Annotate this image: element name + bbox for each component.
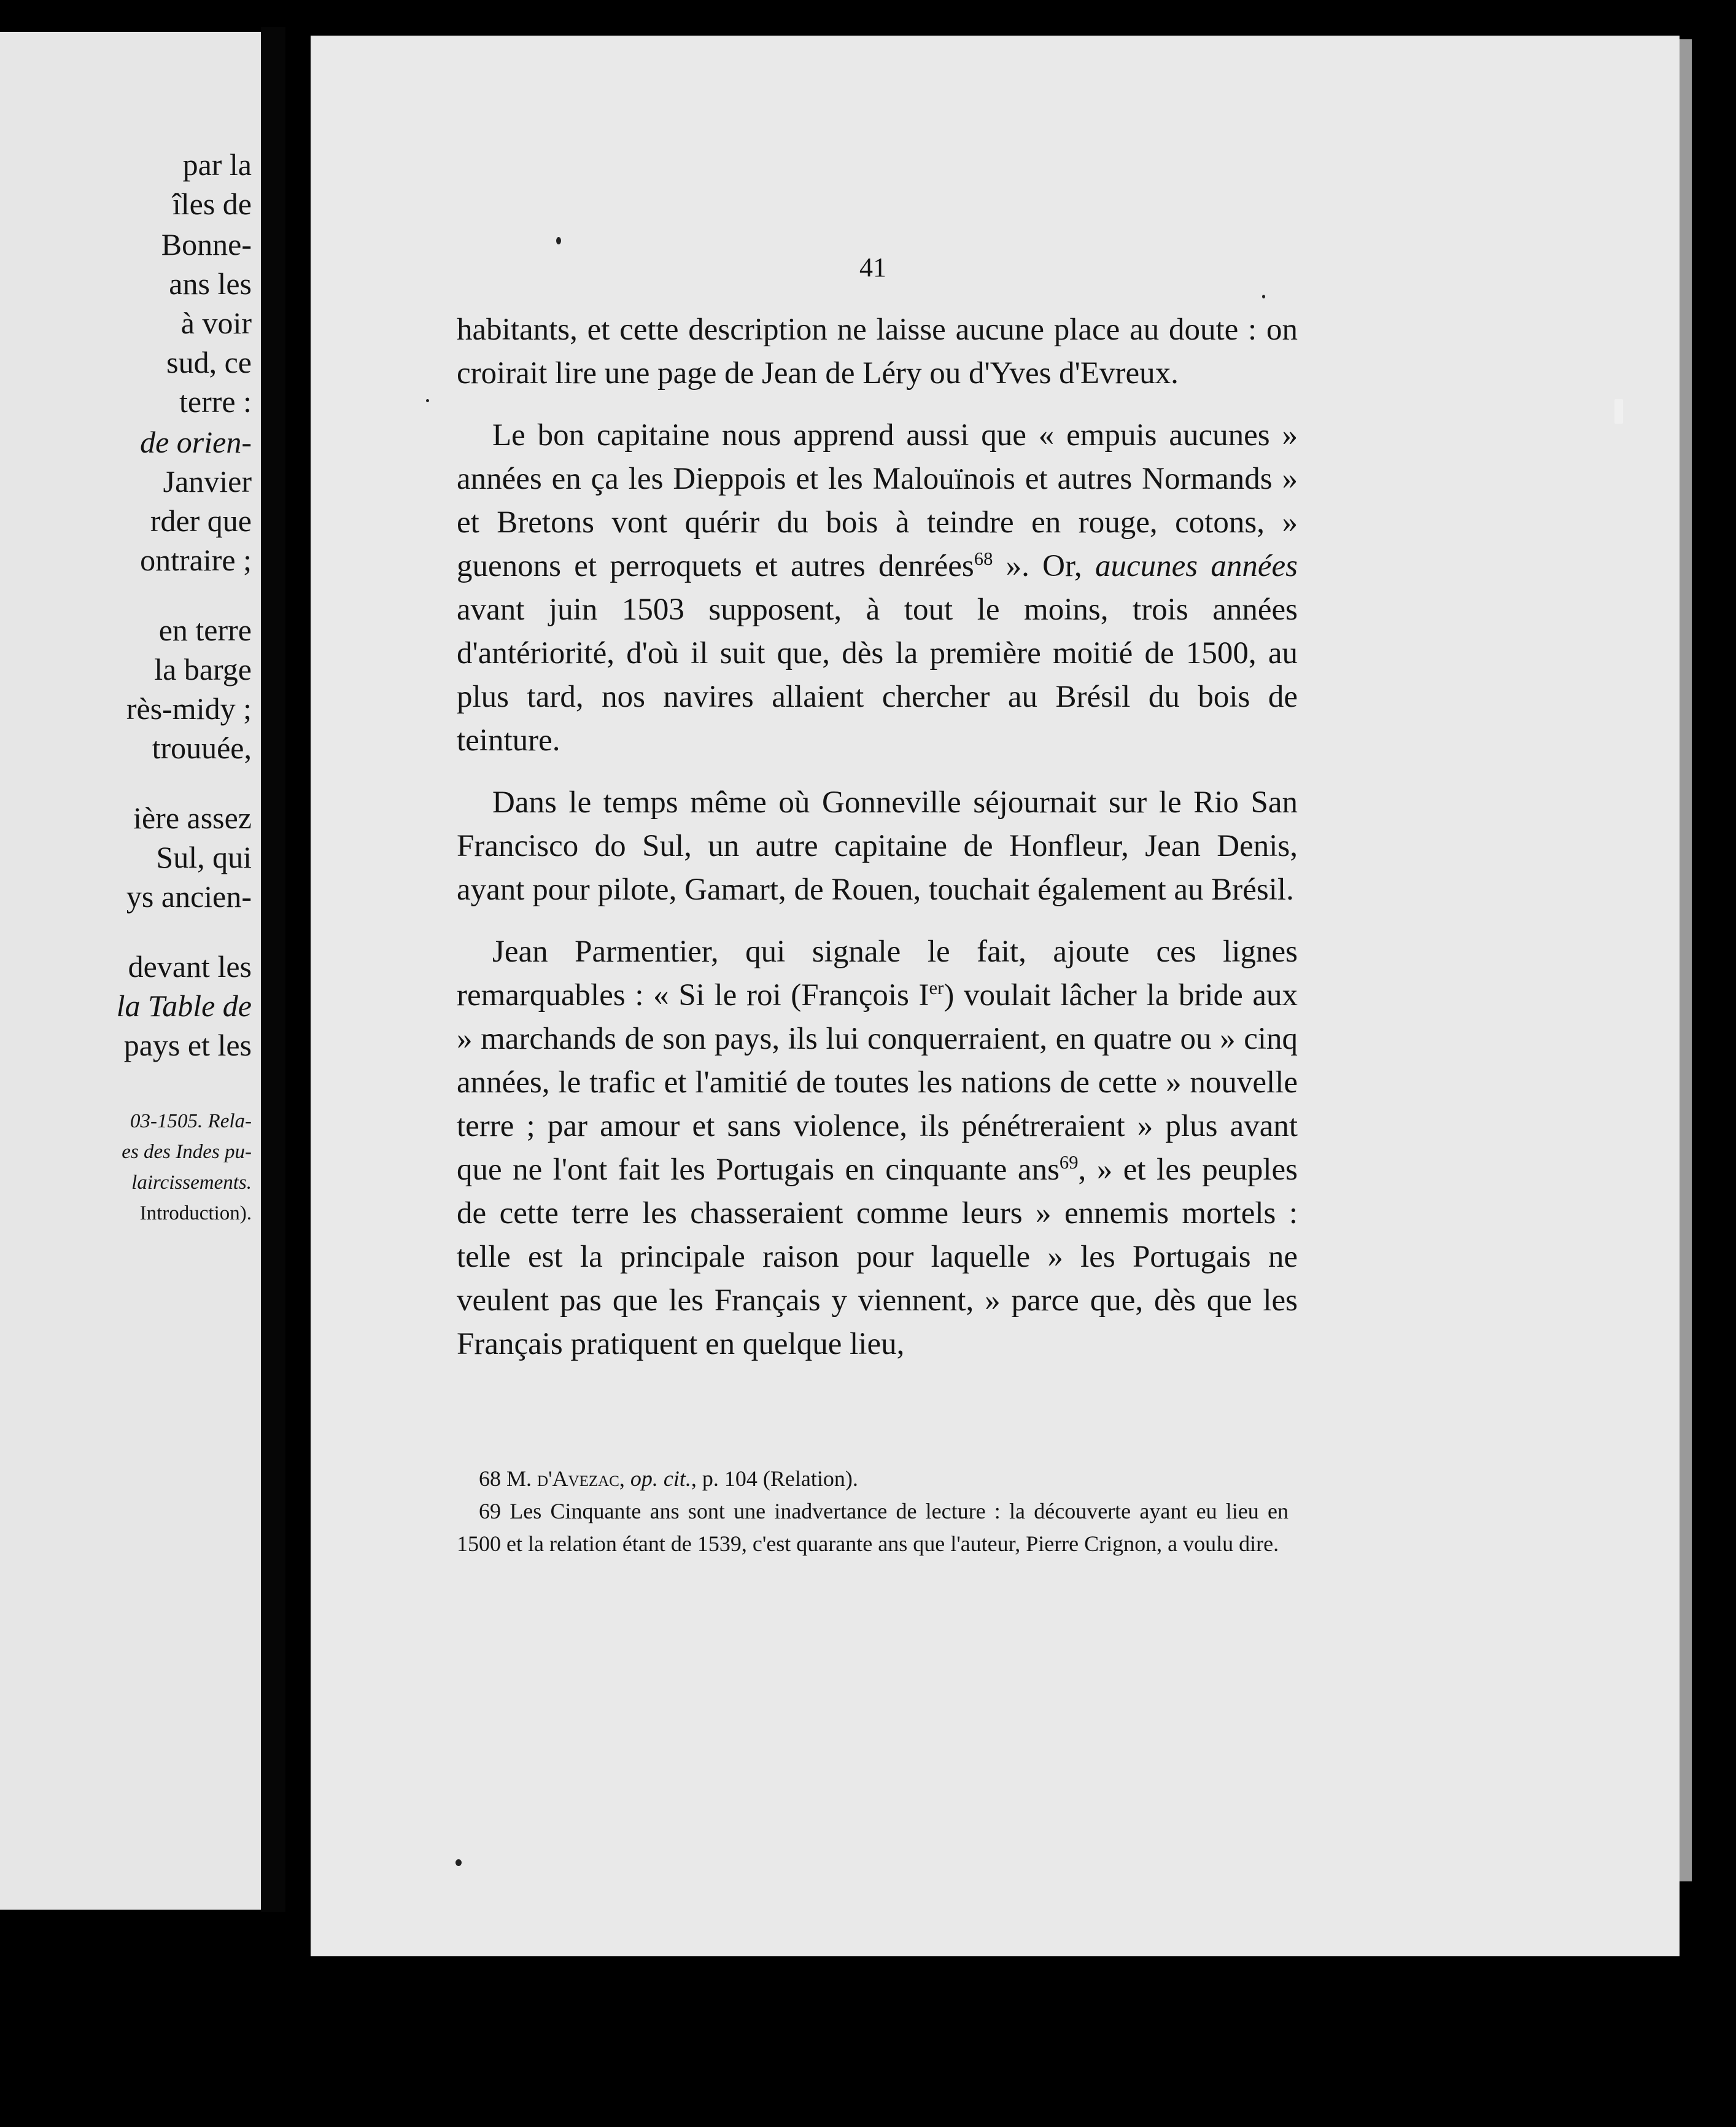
left-page-line: Janvier	[163, 464, 252, 499]
dust-speck	[455, 1859, 462, 1866]
body-paragraph	[457, 930, 1298, 1366]
left-page-line: à voir	[180, 306, 252, 340]
footnote-marker: 69	[1059, 1152, 1079, 1173]
text-run: ». Or,	[993, 549, 1095, 583]
page-number: 41	[859, 252, 886, 282]
text-run: ) voulait lâcher la bride aux » marchands de son pays, ils lui conquerraient, en quatre ou » cinq années, le trafic et l'amitié de toutes les nations de cette » nouvelle terre ; par amour et sans violence, ils pénétreraient » plus avant que ne l'ont fait les Portugais en cinquante ans	[457, 978, 1298, 1187]
body-paragraph	[457, 308, 1298, 395]
footnote-marker: er	[929, 978, 944, 998]
left-page-footnote-line: Introduction).	[139, 1202, 252, 1224]
left-page-line: sud, ce	[166, 345, 252, 379]
left-page-line: ys ancien-	[126, 879, 252, 914]
left-page-line: ans les	[169, 266, 252, 301]
dust-speck	[426, 399, 429, 402]
text-run: avant juin 1503 supposent, à tout le moins, trois années d'antériorité, d'où il suit que, dès la première moitié de 1500, au plus tard, nos navires allaient chercher au Brésil du bois de teinture.	[457, 593, 1298, 758]
left-page-footnote-line: laircissements.	[131, 1172, 252, 1194]
text-run: 68 M.	[479, 1466, 538, 1491]
body-paragraph	[457, 781, 1298, 912]
left-page-line: la Table de	[116, 989, 252, 1023]
left-page-line: Bonne-	[161, 227, 252, 262]
left-page-line: terre :	[179, 384, 252, 419]
footnote-marker: 68	[974, 548, 993, 569]
footnote	[457, 1495, 1288, 1560]
footnote	[457, 1463, 1288, 1495]
left-page-line: ière assez	[133, 801, 252, 835]
left-page-line: Sul, qui	[156, 840, 252, 874]
left-page-line: rder que	[150, 504, 252, 538]
left-page-line: rès-midy ;	[126, 691, 252, 726]
body-text	[457, 308, 1298, 1385]
page-edge	[1680, 39, 1692, 1881]
left-page-line: pays et les	[123, 1028, 252, 1062]
body-paragraph	[457, 414, 1298, 763]
book-gutter	[261, 27, 285, 1912]
text-run: habitants, et cette description ne laisse aucune place au doute : on croirait lire une page de Jean de Léry ou d'Yves d'Evreux.	[457, 313, 1298, 391]
left-page-line: îles de	[172, 187, 252, 221]
left-page-line: devant les	[128, 949, 252, 984]
left-page-footnote-line: es des Indes pu-	[122, 1141, 252, 1163]
footnotes	[457, 1463, 1288, 1560]
left-page-line: de orien-	[140, 425, 252, 459]
dust-speck	[1262, 295, 1265, 298]
text-run: , » et les peuples de cette terre les chasseraient comme leurs » ennemis mortels : telle est la principale raison pour laquelle » les Portugais ne veulent pas que les Français y viennent, » parce que, dès que les Français pratiquent en quelque lieu,	[457, 1153, 1298, 1361]
text-run: Le bon capitaine nous apprend aussi que « empuis aucunes » années en ça les Dieppois et les Malouïnois et autres Normands » et Bretons vont quérir du bois à teindre en rouge, cotons, » guenons et perroquets et autres denrées	[457, 418, 1298, 583]
left-page-footnote-line: 03-1505. Rela-	[130, 1110, 252, 1132]
dust-speck	[1614, 399, 1623, 424]
text-run: 69 Les Cinquante ans sont une inadvertance de lecture : la découverte ayant eu lieu en 1500 et la relation étant de 1539, c'est quarante ans que l'auteur, Pierre Crignon, a voulu dire.	[457, 1499, 1288, 1556]
dust-speck	[556, 237, 561, 244]
text-run: Dans le temps même où Gonneville séjournait sur le Rio San Francisco do Sul, un autre capitaine de Honfleur, Jean Denis, ayant pour pilote, Gamart, de Rouen, touchait également au Brésil.	[457, 785, 1298, 907]
text-run: Jean Parmentier, qui signale le fait, ajoute ces lignes remarquables : « Si le roi (François I	[457, 935, 1298, 1013]
text-run: , p. 104 (Relation).	[691, 1466, 858, 1491]
left-page-line: en terre	[158, 613, 252, 647]
left-page-line: ontraire ;	[140, 543, 252, 577]
text-run: aucunes années	[1095, 549, 1298, 583]
left-page-line: la barge	[154, 652, 252, 686]
text-run: op. cit.	[630, 1466, 691, 1491]
text-run: ,	[619, 1466, 630, 1491]
left-page-line: par la	[182, 147, 252, 182]
left-page-line: trouuée,	[152, 731, 252, 765]
text-run: d'Avezac	[537, 1466, 619, 1491]
